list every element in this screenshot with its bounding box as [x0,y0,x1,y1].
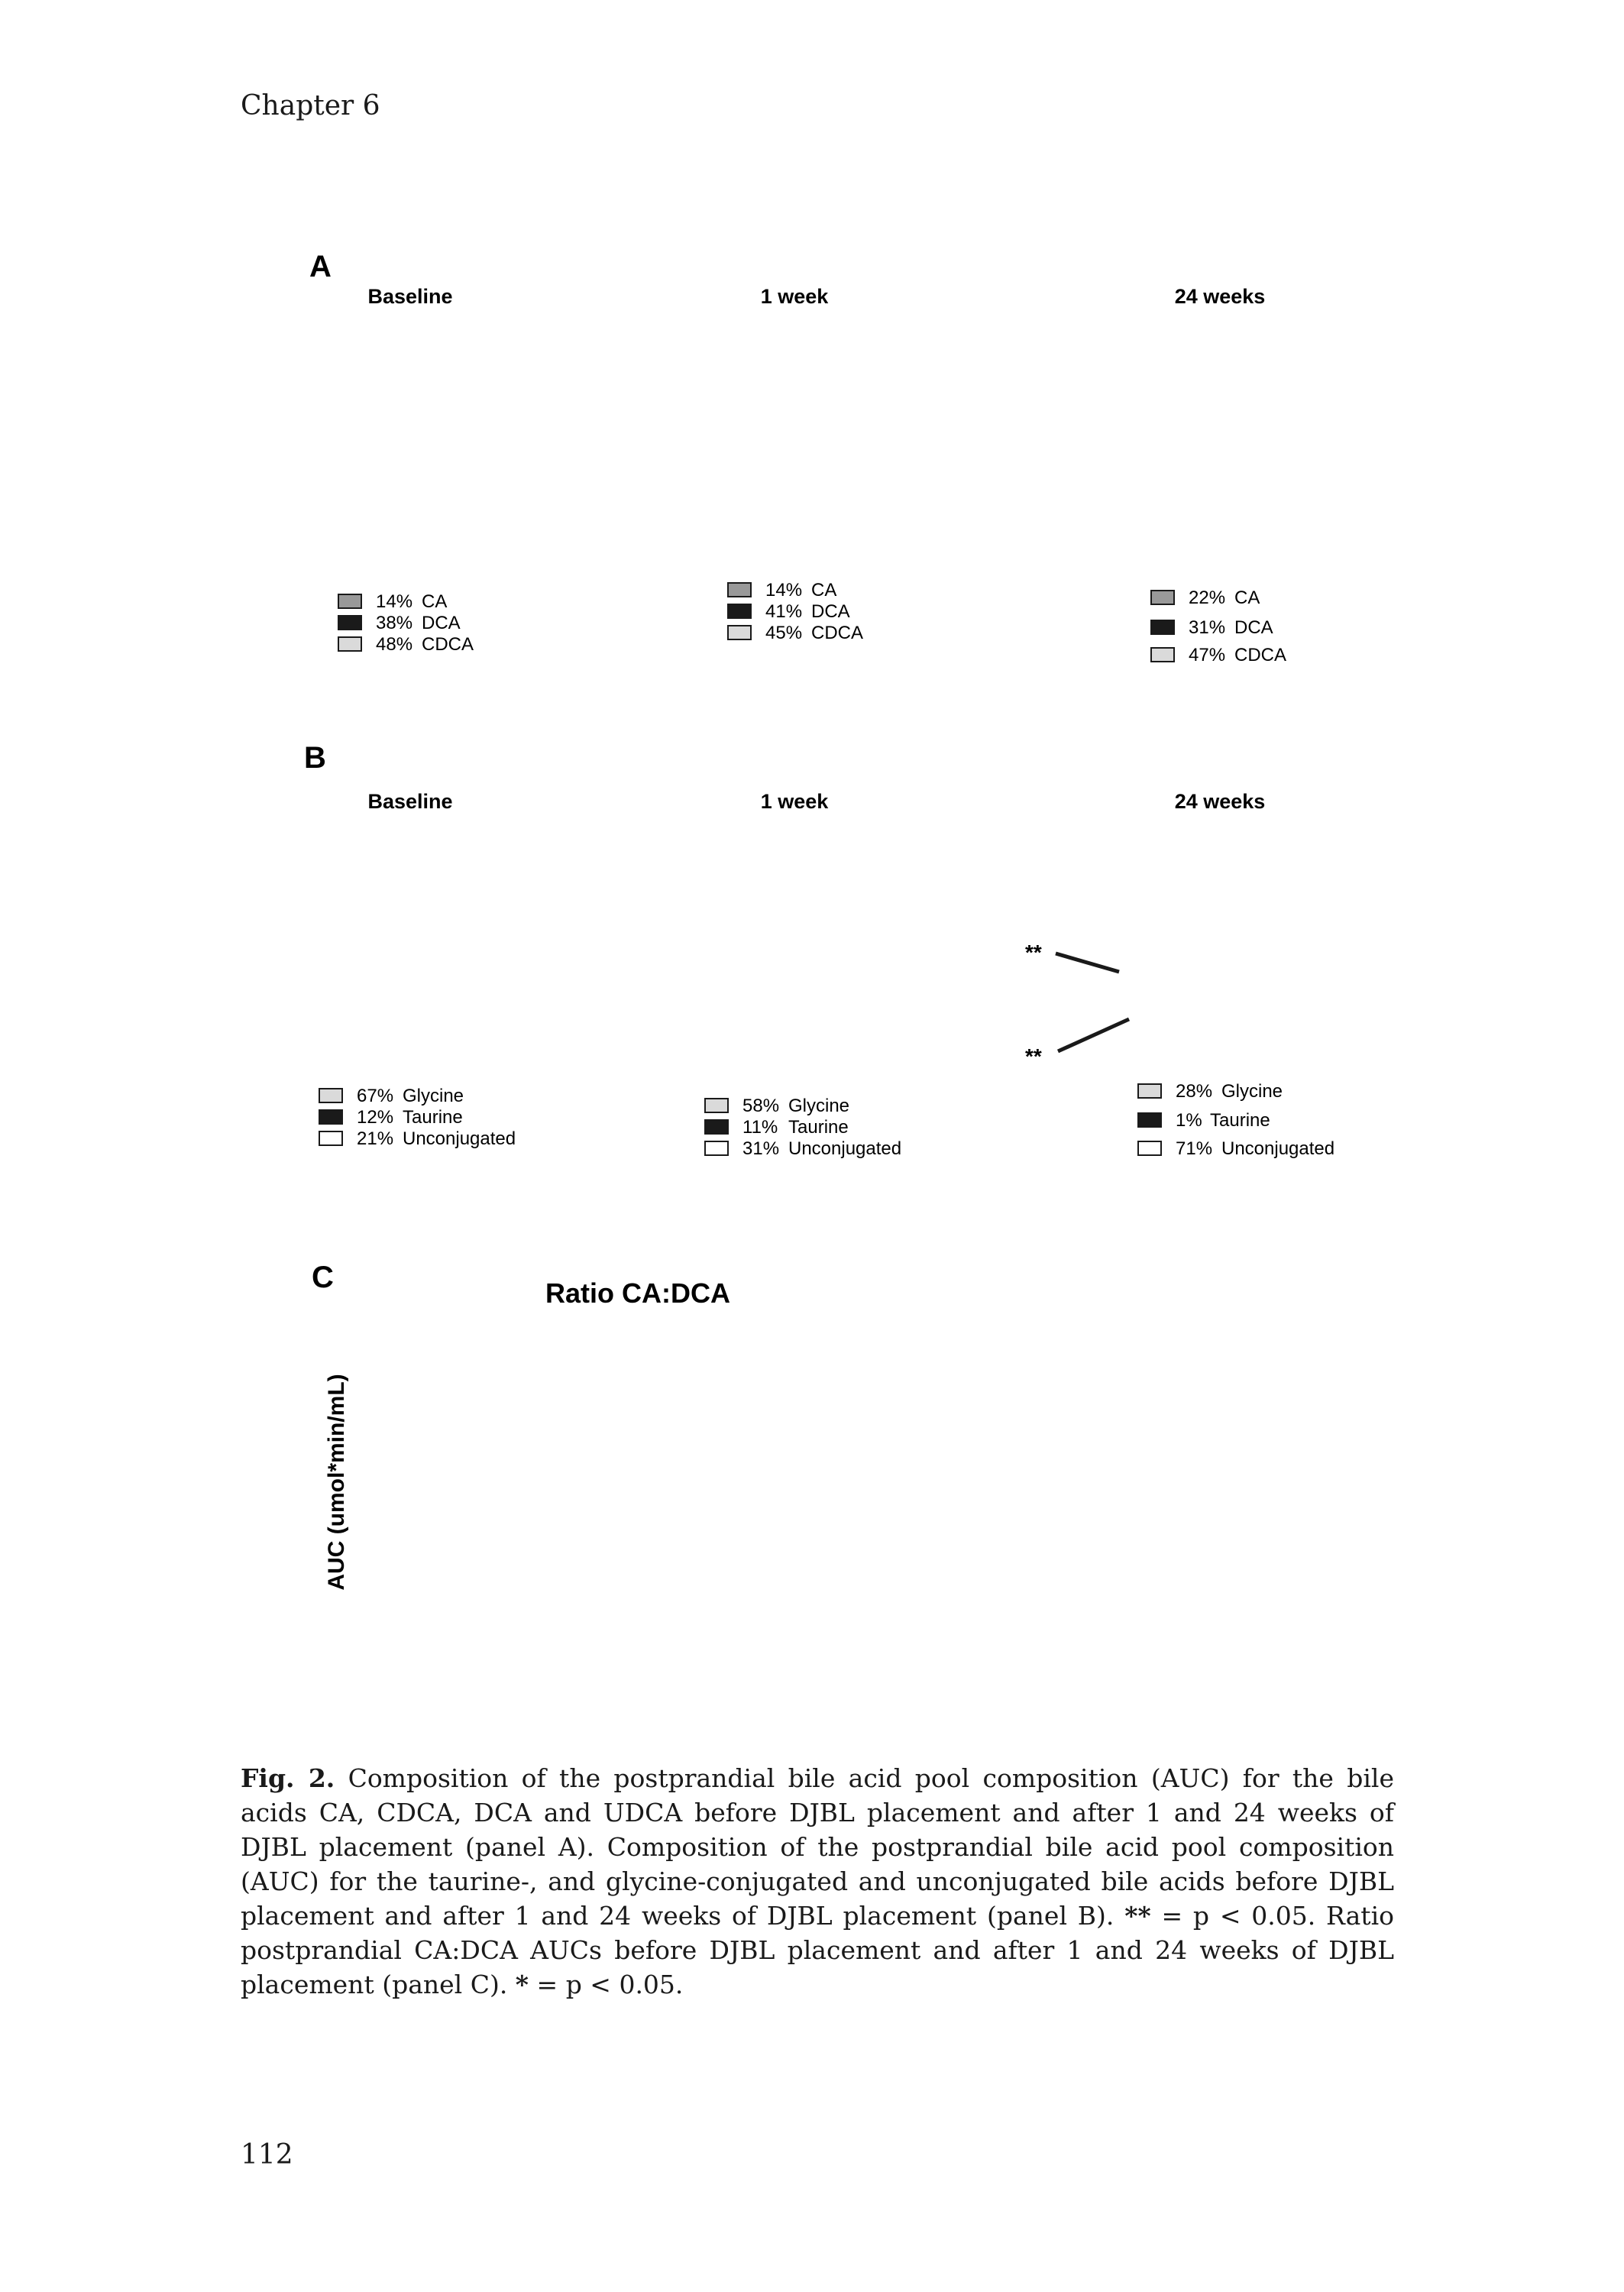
legend-value: 31% [1189,617,1226,638]
legend-value: 14% [765,580,803,601]
legend-label: Unconjugated [1221,1138,1335,1159]
pie-title-a-1week: 1 week [760,285,829,308]
significance-one-star: * [515,1970,529,1999]
legend-swatch [319,1089,342,1102]
legend-a-24weeks [1151,588,1286,665]
pie-title-b-baseline: Baseline [367,790,453,813]
chart-title: Ratio CA:DCA [545,1277,730,1309]
legend-a-baseline [338,591,474,655]
legend-label: CA [811,580,837,601]
pie-title-a-baseline: Baseline [367,285,453,308]
legend-b-1week [705,1096,901,1159]
legend-label: CDCA [422,634,474,655]
legend-label: CDCA [811,623,864,643]
legend-value: 21% [357,1128,394,1149]
legend-swatch [728,583,751,597]
legend-value: 22% [1189,588,1226,608]
legend-value: 45% [765,623,803,643]
legend-value: 38% [376,613,413,633]
page-number: 112 [241,2139,293,2171]
legend-value: 31% [742,1138,780,1159]
significance-two-star: ** [1124,1901,1151,1931]
bar-chart-ratio [324,1277,730,1591]
legend-swatch [705,1099,728,1112]
legend-swatch [338,616,361,630]
legend-value: 67% [357,1086,394,1106]
legend-label: Taurine [403,1107,463,1128]
legend-value: 48% [376,634,413,655]
legend-label: DCA [811,601,850,622]
legend-b-24weeks [1138,1081,1334,1159]
legend-value: 12% [357,1107,394,1128]
legend-swatch [1138,1084,1161,1098]
legend-swatch [319,1110,342,1124]
pointer-line [1056,953,1119,972]
significance-marker-unconjugated: ** [1025,1044,1042,1068]
legend-value: 1% [1176,1110,1202,1131]
pie-title-b-1week: 1 week [760,790,829,813]
panel-letter-c: C [312,1261,334,1294]
y-axis-label: AUC (umol*min/mL) [324,1374,349,1591]
figure-caption [241,1761,1394,2002]
legend-swatch [1138,1113,1161,1127]
legend-swatch [728,604,751,618]
legend-label: Glycine [788,1096,850,1116]
caption-text-2: = p < 0.05. Ratio postprandial CA:DCA AUCs before DJBL placement and after 1 and 24 weeks of DJBL placement (panel C). [241,1901,1394,1999]
legend-label: Glycine [1221,1081,1283,1102]
legend-label: DCA [422,613,461,633]
legend-swatch [1151,591,1174,604]
legend-swatch [705,1120,728,1134]
legend-value: 41% [765,601,803,622]
figure-label: Fig. 2. [241,1763,335,1793]
legend-a-1week [728,580,863,643]
legend-label: Unconjugated [403,1128,516,1149]
legend-label: CA [1234,588,1260,608]
legend-swatch [338,637,361,651]
running-header: Chapter 6 [241,90,380,121]
legend-swatch [728,626,751,639]
legend-label: DCA [1234,617,1273,638]
legend-value: 28% [1176,1081,1213,1102]
legend-label: Taurine [1210,1110,1270,1131]
significance-markers-b [1025,940,1129,1068]
legend-label: Unconjugated [788,1138,902,1159]
legend-swatch [1151,648,1174,662]
legend-label: Glycine [403,1086,464,1106]
legend-swatch [319,1131,342,1145]
legend-value: 14% [376,591,413,612]
panel-letter-a: A [309,250,332,283]
legend-label: CA [422,591,448,612]
pointer-line [1058,1019,1129,1051]
pie-title-a-24weeks: 24 weeks [1174,285,1266,308]
legend-value: 11% [742,1117,778,1138]
legend-swatch [705,1141,728,1155]
legend-swatch [1138,1141,1161,1155]
legend-value: 71% [1176,1138,1213,1159]
caption-text-3: = p < 0.05. [529,1970,684,1999]
legend-label: Taurine [788,1117,849,1138]
caption-text-1: Composition of the postprandial bile acid pool composition (AUC) for the bile acids CA, CDCA, DCA and UDCA before DJBL placement and after 1 and 24 weeks of DJBL placement (panel A). Composition of the postprandial bile acid pool composition (AUC) for the taurine-, and glycine-conjugated and unconjugated bile acids before DJBL placement and after 1 and 24 weeks of DJBL placement (panel B). [241,1763,1394,1931]
legend-value: 47% [1189,645,1226,665]
panel-letter-b: B [304,741,326,775]
legend-value: 58% [742,1096,780,1116]
legend-label: CDCA [1234,645,1287,665]
significance-marker-taurine: ** [1025,940,1042,964]
pie-title-b-24weeks: 24 weeks [1174,790,1266,813]
legend-b-baseline [319,1086,516,1149]
legend-swatch [1151,620,1174,634]
legend-swatch [338,594,361,608]
